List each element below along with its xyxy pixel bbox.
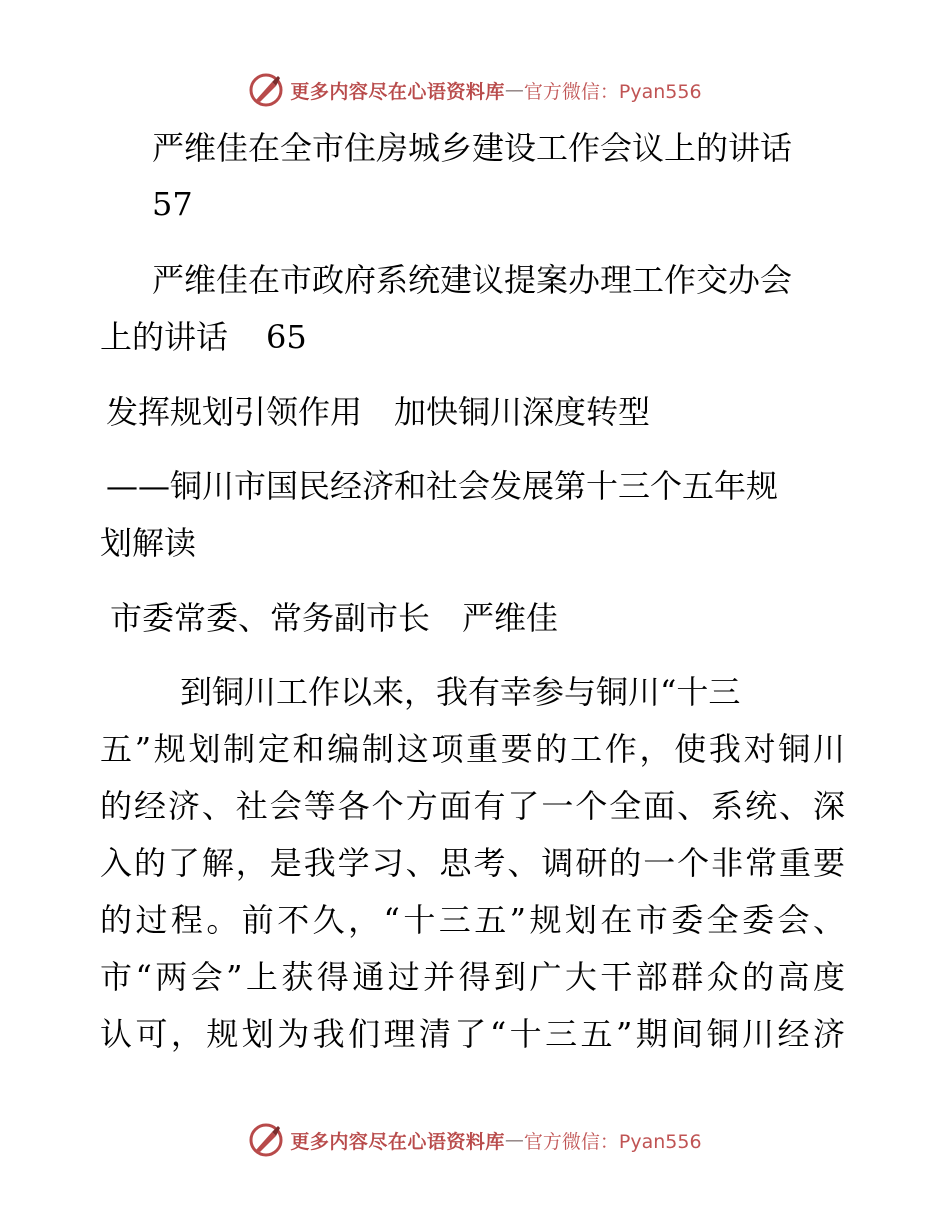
toc-entry-title: 严维佳在全市住房城乡建设工作会议上的讲话 <box>152 129 793 167</box>
quill-logo-icon <box>248 1122 284 1158</box>
watermark-wechat: 官方微信：Pyan556 <box>523 1130 702 1153</box>
body-line: 到铜川工作以来，我有幸参与铜川“十三 <box>180 673 741 711</box>
watermark-wechat: 官方微信：Pyan556 <box>523 80 702 103</box>
watermark-text: 更多内容尽在心语资料库 <box>290 1130 505 1153</box>
watermark-text: 更多内容尽在心语资料库 <box>290 80 505 103</box>
toc-entry-title-line2: 上的讲话 <box>100 318 229 356</box>
article-heading: 发挥规划引领作用 加快铜川深度转型 <box>106 393 651 431</box>
article-author: 市委常委、常务副市长 严维佳 <box>110 599 559 637</box>
body-line: 的经济、社会等各个方面有了一个全面、系统、深 <box>100 787 845 825</box>
body-line: 入的了解，是我学习、思考、调研的一个非常重要 <box>100 844 845 882</box>
watermark-dash: — <box>504 1129 524 1151</box>
article-subheading-cont: 划解读 <box>100 524 197 562</box>
body-line: 认可，规划为我们理清了“十三五”期间铜川经济 <box>100 1015 845 1053</box>
toc-entry-title-cont <box>100 317 307 357</box>
toc-entry-title: 严维佳在市政府系统建议提案办理工作交办会 <box>152 261 793 299</box>
watermark-dash: — <box>504 79 524 101</box>
toc-entry-page: 57 <box>152 185 193 223</box>
watermark-banner-bottom <box>0 1120 950 1160</box>
body-line: 五”规划制定和编制这项重要的工作，使我对铜川 <box>100 730 845 768</box>
quill-logo-icon <box>248 72 284 108</box>
body-line: 市“两会”上获得通过并得到广大干部群众的高度 <box>100 958 845 996</box>
body-line: 的过程。前不久，“十三五”规划在市委全委会、 <box>100 901 845 939</box>
toc-entry-page: 65 <box>266 318 307 356</box>
article-subheading: ——铜川市国民经济和社会发展第十三个五年规 <box>106 467 779 505</box>
watermark-banner-top <box>0 70 950 110</box>
